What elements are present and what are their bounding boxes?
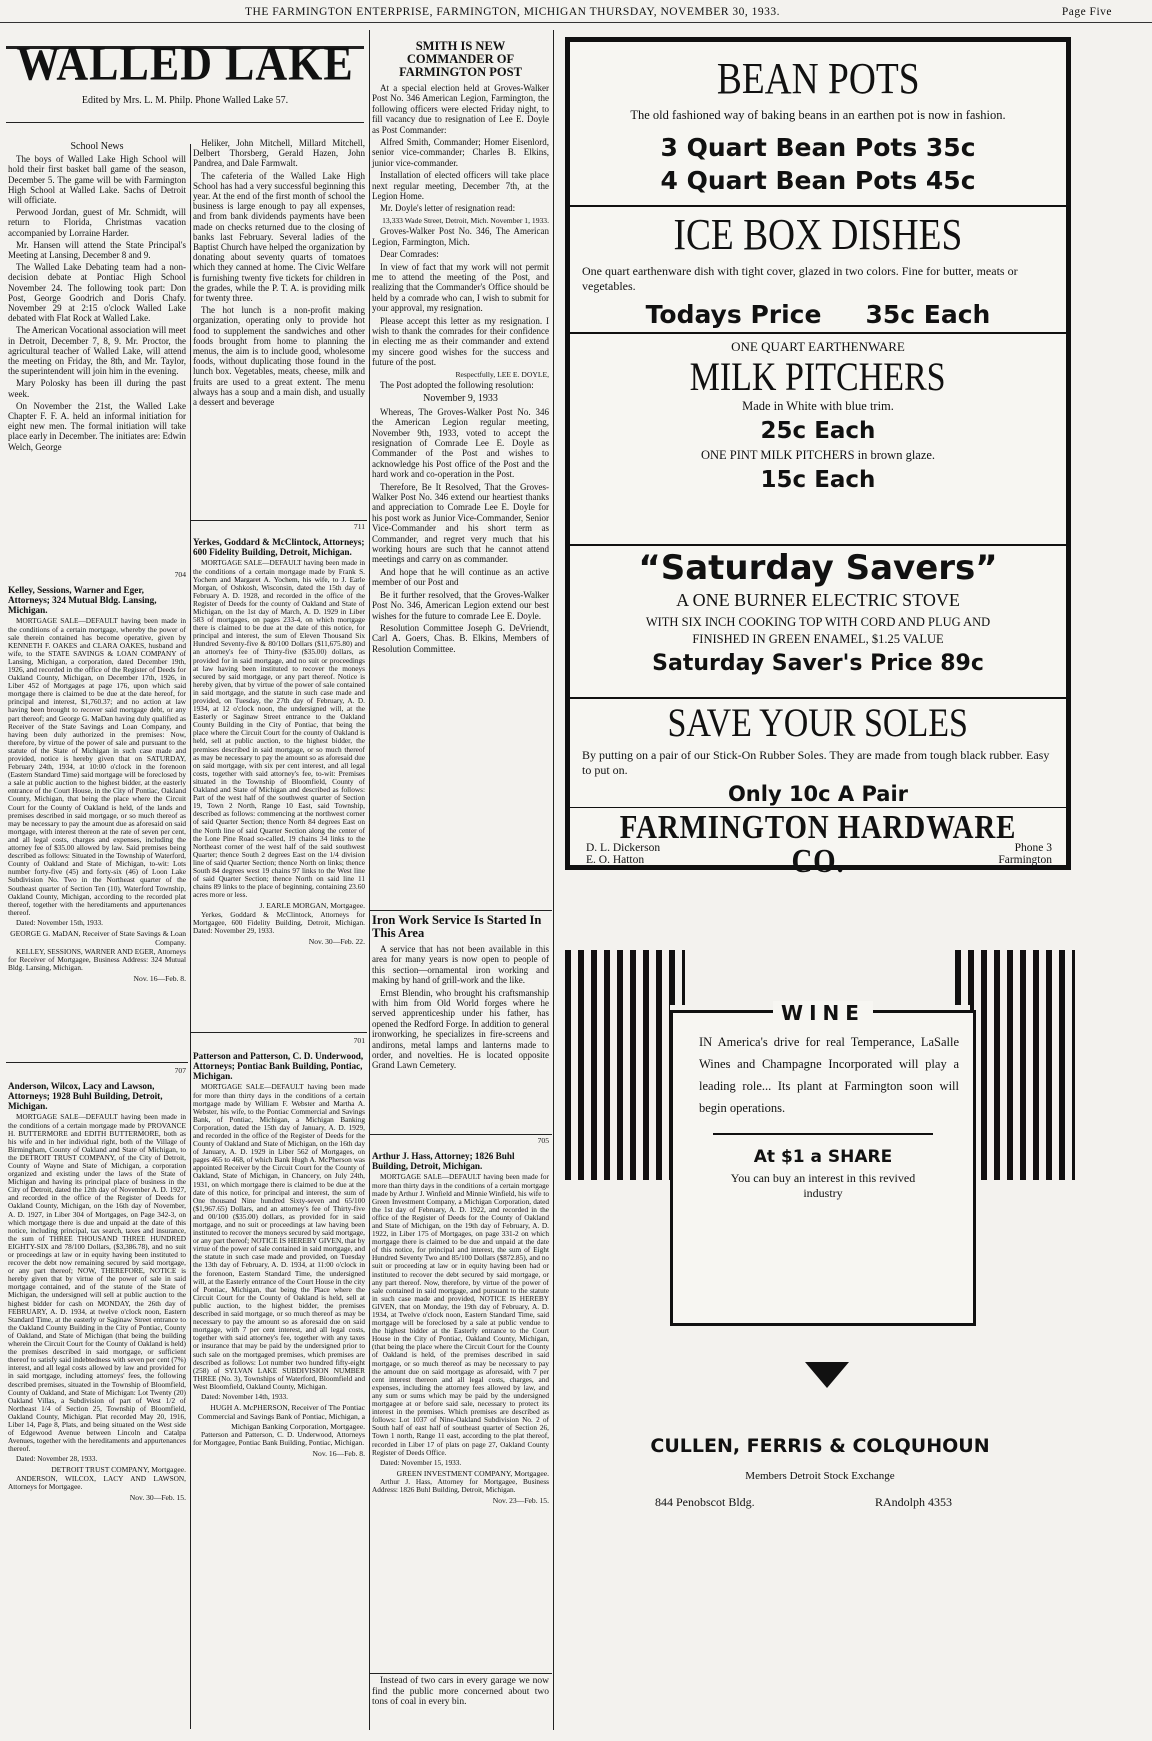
- store-contact: [998, 842, 1052, 866]
- firm-members: Members Detroit Stock Exchange: [745, 1470, 895, 1482]
- ice-box-subtitle: One quart earthenware dish with tight cover, glazed in two colors. Fine for butter, meats or vegetables.: [582, 264, 1018, 293]
- store-town: Farmington: [998, 854, 1052, 866]
- notice-heading: Kelley, Sessions, Warner and Eger, Attorneys; 324 Mutual Bldg. Lansing, Michigan.: [8, 585, 157, 616]
- news-paragraph: Please accept this letter as my resignation. I wish to thank the comrades for their confidence in electing me as their commander and extend my sincere good wishes for the success and future of the post.: [372, 315, 549, 368]
- notice-attorneys: Arthur J. Hass, Attorney for Mortgagee, Business Address: 1826 Buhl Building, Detroit, Michigan.: [372, 1477, 549, 1495]
- milk-pitcher-title: MILK PITCHERS: [690, 354, 946, 399]
- ad-divider: [570, 332, 1066, 334]
- ad-divider: [570, 697, 1066, 699]
- notice-signature: DETROIT TRUST COMPANY, Mortgagee.: [51, 1465, 186, 1475]
- notice-text: MORTGAGE SALE—DEFAULT having been made in the conditions of a certain mortgage made by Frank S. Yochem and Margaret A. Yochem, his wife, to J. Earle Morgan, of Oshkosh, Wisconsin, dated the 15th day of February A. D. 1928, and recorded in the office of the Register of Deeds for the county of Oakland and State of Michigan, on the 1st day of March, A. D. 1929 in Liber 583 of mortgages, on pages 233-4, on which mortgage there is claimed to be due at the date of this notice, for principal and interest, the sum of Eleven Thousand Six Hundred Seventy-five & 80/100 Dollars ($11,675.80) and an attorney's fee of Thirty-five ($35.00) dollars, as provided for in said mortgage, and no suit or proceedings at law having been instituted to recover the moneys secured by said mortgage, or any part thereof. Notice is hereby given, that by virtue of the power of sale contained in said mortgage, and the statute in such case made and provided, on Tuesday, the 27th day of February, A. D. 1934, at 12 o'clock noon, the undersigned will, at the Easterly or Saginaw Street entrance to the Oakland County Building in the City of Pontiac, that being the place where the Circuit Court for the county of Oakland is held, sell at public auction, to the highest bidder, the premises described in said mortgage, or so much thereof as may be necessary to pay the amount so as aforesaid due on said mortgage, with six per cent interest, and all legal costs, together with said attorney's fee, to-wit: Premises situated in the Township of Bloomfield, County of Oakland and State of Michigan and described as follows: Part of the west half of the southwest quarter of Section 19, Town 2 North, Range 10 East, said Township, described as follows: commencing at the northwest corner of said Quarter Section; thence North 84 degrees East on the North line of said Quarter Section along the center of the Lone Pine Road so-called, 19 chains 34 links to the Northeast corner of the west half of the said southwest Quarter; thence South 2 degrees East on the 1/4 division line of said Quarter Section; thence North on links; thence South 84 degrees west 19 chains 97 links to the West line of said Quarter Section; thence North on said line 11 chains 89 links to the place of beginning, containing 23.60 acres more or less.: [193, 558, 365, 900]
- notice-signature: GREEN INVESTMENT COMPANY, Mortgagee.: [396, 1468, 549, 1478]
- notice-dates: Nov. 30—Feb. 15.: [129, 1493, 186, 1503]
- news-paragraph: The cafeteria of the Walled Lake High School has had a very successful beginning this year. At the end of the first month of school the business is large enough to pay all expenses, and from bank dividends payments have been made on checks returned due to the closing of banks last February. Several ladies of the Baptist Church have helped the organization by donating about seventy quarts of tomatoes which they canned at home. The Civic Welfare is furnishing twenty five tickets for children in the grades, while the P. T. A. is providing milk for twenty three.: [193, 170, 365, 304]
- notice-heading: Anderson, Wilcox, Lacy and Lawson, Attorneys; 1928 Buhl Building, Detroit, Michigan.: [8, 1081, 163, 1112]
- school-news-column: [8, 138, 186, 573]
- news-paragraph: Ernst Blendin, who brought his craftsmanship with him from Old World forges where he served apprenticeship under his father, has opened the Redford Forge. In addition to general ironworking, he specializes in fire-screens and andirons, metal lamps and lanterns made to order, and novelties. He is located opposite Grand Lawn Cemetery.: [372, 987, 549, 1071]
- news-paragraph: Heliker, John Mitchell, Millard Mitchell, Delbert Thorsberg, Gerald Hazen, John Pandrea, and Dale Farmwalt.: [193, 138, 365, 169]
- notice-rule: [370, 1134, 552, 1135]
- legal-notice-711: [193, 522, 365, 1030]
- soles-title: SAVE YOUR SOLES: [667, 700, 969, 745]
- notice-heading: Patterson and Patterson, C. D. Underwood, Attorneys; Pontiac Bank Building, Pontiac, Michigan.: [193, 1051, 364, 1082]
- milk-pitcher-section: [570, 339, 1066, 493]
- notice-number: 705: [537, 1136, 549, 1145]
- news-paragraph: Be it further resolved, that the Groves-Walker Post No. 346, American Legion extend our best wishes for the future to comrade Lee E. Doyle.: [372, 589, 549, 621]
- saturday-savers-title: “Saturday Savers”: [638, 548, 998, 588]
- wine-title: WINE: [773, 1001, 873, 1025]
- news-paragraph: The American Vocational association will meet in Detroit, December 7, 8, 9. Mr. Proctor, the agricultural teacher of Walled Lake, will attend the meeting on Friday, the 8th, and Mr. Taylor, the superintendent will join him in the evening.: [8, 325, 186, 377]
- news-paragraph: Groves-Walker Post No. 346, The American Legion, Farmington, Mich.: [372, 226, 549, 247]
- column-rule: [190, 144, 191, 1729]
- bean-pots-section: [570, 56, 1066, 195]
- hardware-ad: [565, 37, 1071, 880]
- notice-dated: Dated: November 28, 1933.: [16, 1454, 98, 1464]
- milk-pitcher-subtitle: Made in White with blue trim.: [742, 399, 894, 413]
- notice-dates: Nov. 30—Feb. 22.: [308, 937, 365, 947]
- notice-attorneys: Patterson and Patterson, C. D. Underwood, Attorneys for Mortgagee, Pontiac Bank Building, Pontiac, Michigan.: [193, 1430, 365, 1448]
- notice-signature: GEORGE G. MaDAN, Receiver of State Savings & Loan Company.: [10, 928, 186, 948]
- ice-box-section: [570, 212, 1066, 329]
- news-paragraph: On November the 21st, the Walled Lake Chapter F. F. A. held an informal initiation for eight new men. The formal initiation will take place early in December. The initiates are: Edwin Welch, George: [8, 400, 186, 452]
- masthead: [6, 36, 364, 106]
- stripe-decoration-left: [565, 950, 685, 1180]
- notice-heading: Yerkes, Goddard & McClintock, Attorneys; 600 Fidelity Building, Detroit, Michigan.: [193, 537, 365, 558]
- ice-box-price: 35c Each: [865, 300, 991, 329]
- notice-text: MORTGAGE SALE—DEFAULT having been made in the conditions of a certain mortgage made by PROVANCE H. BUTTERMORE and EDITH BUTTERMORE, both as his wife and in her individual right, both of the Village of Birmingham, County of Oakland and State of Michigan, to the DETROIT TRUST COMPANY, of the City of Detroit, County of Wayne and State of Michigan, a corporation organized and existing under the laws of the State of Michigan and having its principal place of business in the City of Detroit, dated the 12th day of November A. D. 1927, and recorded in the office of the Register of Deeds for Oakland County, Michigan, on the 16th day of November, A. D. 1927, in Liber 304 of Mortgages, on Page 342-3, on which mortgage there is due and unpaid at the date of this notice, including principal, tax search, taxes and insurance, the sum of THREE THOUSAND THREE HUNDRED EIGHTY-SIX and 78/100 Dollars, ($3,386.78), and no suit or proceedings at law or in equity having been instituted to recover the debt now remaining secured by said mortgage, or any part thereof; NOW, THEREFORE, NOTICE is hereby given that by virtue of the power of sale in said mortgage contained, and of the statute of the State of Michigan, the undersigned will sell at public auction to the highest bidder for cash on MONDAY, the 26th day of FEBRUARY, A. D. 1934, at twelve o'clock noon, Eastern Standard Time, at the easterly or Saginaw Street entrance to the Oakland County Building in the City of Pontiac, County of Oakland, and State of Michigan (that being the building wherein the Circuit Court for the County of Oakland is held) the premises described in said mortgage, or sufficient thereof to satisfy said indebtedness with seven per cent (7%) interest, and all legal costs allowed by law and provided for in said mortgage, including attorneys' fees, the following described premises, situated in the Township of Bloomfield, County of Oakland, and State of Michigan: Lot Twenty (20) Oakland Villas, a Subdivision of part of West 1/2 of Northeast 1/4 of Section 25, Township of Bloomfield, Oakland County, Michigan. Plat recorded May 20, 1916, Liber 14, Page 8, Plats, and being situated on the West side of Edgewood Avenue between Lincoln and Catalpa Avenues, together with the hereditaments and appurtenances thereof.: [8, 1112, 186, 1454]
- news-paragraph: The hot lunch is a non-profit making organization, operating only to provide hot food to supplement the sandwiches and other foods brought from home to planning the menus, the aim is to include good, wholesome foods, without duplicating those found in the lunch box. Vegetables, meats, cheese, milk and fruits are used to a great extent. The menu always has a soup and a main dish, and usually a dessert and beverage: [193, 305, 365, 408]
- ad-divider: [570, 544, 1066, 546]
- column-rule: [553, 30, 554, 1730]
- article-rule: [370, 910, 552, 911]
- notice-rule: [191, 520, 367, 521]
- milk-pitcher-pre: ONE QUART EARTHENWARE: [731, 339, 905, 354]
- bean-pots-price-2: 4 Quart Bean Pots 45c: [660, 166, 976, 195]
- wine-ad: [560, 950, 1080, 1695]
- notice-dates: Nov. 23—Feb. 15.: [492, 1496, 549, 1506]
- milk-pitcher-price-1: 25c Each: [760, 418, 876, 444]
- soles-subtitle: By putting on a pair of our Stick-On Rubber Soles. They are made from tough black rubber. Easy to put on.: [582, 748, 1050, 777]
- news-paragraph: Installation of elected officers will take place next regular meeting, December 7th, at the Legion Home.: [372, 170, 549, 202]
- news-paragraph: Mary Polosky has been ill during the past week.: [8, 378, 186, 399]
- notice-attorneys: KELLEY, SESSIONS, WARNER AND EGER, Attorneys for Receiver of Mortgagee, Business Address: 324 Mutual Bldg. Lansing, Michigan.: [8, 946, 186, 972]
- news-paragraph: The Walled Lake Debating team had a non-decision debate at Pontiac High School November 24. The following took part: Don Post, George Goodrich and Doris Chafy. November 29 at 2:15 o'clock Walled Lake debated with Flat Rock at Walled Lake.: [8, 262, 186, 324]
- smith-headline: SMITH IS NEW COMMANDER OF FARMINGTON POST: [399, 39, 522, 79]
- letter-address: 13,333 Wade Street, Detroit, Mich. November 1, 1933.: [382, 215, 549, 225]
- soles-price: Only 10c A Pair: [727, 782, 909, 806]
- ice-box-price-label: Todays Price: [645, 300, 822, 329]
- news-paragraph: In view of fact that my work will not permit me to attend the meeting of the Post, and realizing that the Commander's Office should be held by a comrade who can, I wish to submit for your approval, my resignation.: [372, 261, 549, 314]
- iron-work-article: [372, 912, 549, 1112]
- triangle-icon: [805, 1362, 849, 1388]
- news-paragraph: Alfred Smith, Commander; Homer Eisenlord, senior vice-commander; Charles B. Elkins, junior vice-commander.: [372, 137, 549, 168]
- masthead-title: WALLED LAKE: [16, 36, 354, 91]
- notice-attorneys: Yerkes, Goddard & McClintock, Attorneys for Mortgagee, 600 Fidelity Building, Detroit, Michigan. Dated: November 29, 1933.: [193, 909, 365, 935]
- store-owners: [586, 842, 660, 866]
- resolution-date: November 9, 1933: [423, 393, 498, 405]
- ad-divider: [570, 205, 1066, 207]
- stove-subtitle-1: WITH SIX INCH COOKING TOP WITH CORD AND PLUG AND: [645, 615, 991, 629]
- filler-rule: [370, 1673, 552, 1674]
- share-subtitle: You can buy an interest in this revived industry: [730, 1171, 916, 1200]
- legion-column: [372, 38, 549, 908]
- news-paragraph: Mr. Doyle's letter of resignation read:: [380, 203, 516, 214]
- notice-dates: Nov. 16—Feb. 8.: [133, 974, 186, 984]
- news-paragraph: A service that has not been available in this area for many years is now open to people of this section—ornamental iron working and making by hand of grill-work and the like.: [372, 944, 549, 986]
- legal-notice-701: [193, 1036, 365, 1731]
- saturday-savers-price: Saturday Saver's Price 89c: [652, 651, 984, 676]
- page-header: [0, 0, 1152, 23]
- news-paragraph: Perwood Jordan, guest of Mr. Schmidt, will return to Florida, Christmas vacation accompanied by Lorraine Harder.: [8, 207, 186, 238]
- wine-title-wrap: [673, 1001, 973, 1025]
- news-paragraph: Dear Comrades:: [380, 249, 439, 260]
- soles-section: [570, 702, 1066, 806]
- milk-pitcher-subtitle-2: ONE PINT MILK PITCHERS in brown glaze.: [700, 448, 936, 462]
- firm-phone: RAndolph 4353: [875, 1495, 953, 1509]
- firm-address: 844 Penobscot Bldg.: [655, 1495, 755, 1509]
- store-phone: Phone 3: [1014, 842, 1052, 854]
- header-title: THE FARMINGTON ENTERPRISE, FARMINGTON, MICHIGAN THURSDAY, NOVEMBER 30, 1933.: [245, 6, 780, 18]
- news-paragraph: Therefore, Be It Resolved, That the Groves-Walker Post No. 346 extend our heartiest thanks and appreciation to Comrade Lee E. Doyle for his post work as Junior Vice-Commander, Senior Vice-Commander and his short term as Commander, and regret very much that his working hours are such that he cannot attend meetings and carry on as commander.: [372, 481, 549, 565]
- bean-pots-subtitle: The old fashioned way of baking beans in an earthen pot is now in fashion.: [630, 108, 1006, 122]
- wine-divider: [713, 1133, 933, 1135]
- notice-number: 711: [353, 522, 365, 531]
- stove-subtitle-2: FINISHED IN GREEN ENAMEL, $1.25 VALUE: [692, 632, 944, 646]
- stove-title: A ONE BURNER ELECTRIC STOVE: [676, 590, 960, 610]
- cafeteria-column: [193, 138, 365, 518]
- filler-item: [372, 1676, 549, 1731]
- owner-1: D. L. Dickerson: [586, 842, 661, 854]
- firm-name: CULLEN, FERRIS & COLQUHOUN: [650, 1435, 990, 1457]
- notice-heading: Arthur J. Hass, Attorney; 1826 Buhl Building, Detroit, Michigan.: [372, 1151, 515, 1172]
- legal-notice-705: [372, 1136, 549, 1671]
- notice-attorneys: ANDERSON, WILCOX, LACY AND LAWSON, Attorneys for Mortgagee.: [8, 1473, 186, 1491]
- notice-signature: HUGH A. McPHERSON, Receiver of The Pontiac Commercial and Savings Bank of Pontiac, Michigan, a Michigan Banking Corporation, Mortgagee.: [197, 1403, 365, 1431]
- wine-text-box: [670, 1001, 976, 1326]
- notice-dates: Nov. 16—Feb. 8.: [312, 1449, 365, 1459]
- column-rule: [369, 30, 370, 1730]
- bean-pots-price-1: 3 Quart Bean Pots 35c: [660, 133, 976, 162]
- legal-notice-707: [8, 1066, 186, 1731]
- news-paragraph: The boys of Walled Lake High School will hold their first basket ball game of the season, December 5. The game will be with Farmington High School at Walled Lake. Sachs of Detroit will officiate.: [8, 154, 186, 206]
- school-news-heading: School News: [70, 141, 124, 152]
- notice-number: 701: [353, 1036, 365, 1045]
- milk-pitcher-price-2: 15c Each: [760, 467, 876, 493]
- notice-rule: [6, 1062, 188, 1063]
- ad-divider: [570, 807, 1066, 808]
- legal-notice-704: [8, 570, 186, 1060]
- notice-rule: [191, 1032, 367, 1033]
- news-paragraph: And hope that he will continue as an active member of our Post and: [372, 566, 549, 588]
- filler-text: Instead of two cars in every garage we now find the public more concerned about two tons of coal in every bin.: [372, 1676, 549, 1707]
- notice-text: MORTGAGE SALE—DEFAULT having been made for more than thirty days in the conditions of a certain mortgage made by Arthur J. Winfield and Minnie Winfield, his wife to Green Investment Company, a Michigan Corporation, dated the 1st day of February, A. D. 1922, and recorded in the office of the Register of Deeds for the County of Oakland and State of Michigan, on the 19th day of February, A. D. 1922, in Liber 175 of Mortgages, on page 331-2 on which mortgage there is claimed to be due and unpaid at the date of this notice, for principal and interest, the sum of Eight Hundred Seventy Two and 85/100 Dollars ($872.85), and no suit or proceeding at law or in equity having been had or instituted to recover the debt secured by said mortgage, or any part thereof. Now, therefore, by virtue of the power of sale contained in said mortgage, and pursuant to the statute in such case made and provided, NOTICE IS HEREBY GIVEN, that on Monday, the 19th day of February, A. D. 1934, at Twelve o'clock noon, Eastern Standard Time, said mortgage will be foreclosed by a sale at public vendue to the highest bidder at the Easterly entrance to the Court House in the City of Pontiac, Oakland County, Michigan, (that being the place where the Circuit Court for the County of Oakland is held, of the premises described in said mortgage, or so much thereof as may be necessary to pay the amount due on said mortgage as aforesaid, with 7 per cent interest thereon and all legal costs, charges, and expenses, including the attorney fees allowed by law, and any sum or sums which may be paid by the undersigned mortgagee at or before said sale, necessary to protect its interest in the premises. Which premises are described as follows: Lot 1037 of Nine-Oakland Subdivision No. 2 of South half of east half of southeast quarter of Section 26, Town 1 north, Range 11 east, according to the plat thereof, recorded in Liber 17 of plats on page 27, Oakland County Register of Deeds Office.: [372, 1172, 549, 1457]
- notice-signature: J. EARLE MORGAN, Mortgagee.: [259, 901, 365, 911]
- ice-box-title: ICE BOX DISHES: [673, 210, 963, 259]
- owner-2: E. O. Hatton: [586, 854, 645, 866]
- iron-headline: Iron Work Service Is Started In This Area: [372, 913, 542, 940]
- notice-number: 704: [174, 570, 186, 579]
- bean-pots-title: BEAN POTS: [716, 54, 920, 103]
- saturday-savers-section: [570, 548, 1066, 676]
- store-name: FARMINGTON HARDWARE CO.: [619, 809, 1017, 880]
- notice-dated: Dated: November 15, 1933.: [380, 1457, 462, 1467]
- news-paragraph: Mr. Hansen will attend the State Principal's Meeting at Lansing, December 8 and 9.: [8, 239, 186, 261]
- news-paragraph: The Post adopted the following resolution:: [380, 379, 534, 390]
- news-paragraph: At a special election held at Groves-Walker Post No. 346 American Legion, Farmington, the following officers were elected Friday night, to fill vacancy due to resignation of Lee E. Doyle as Post Commander:: [372, 83, 549, 135]
- news-paragraph: Whereas, The Groves-Walker Post No. 346 the American Legion regular meeting, November 9th, 1933, voted to accept the resignation of Comrade Lee E. Doyle as Commander of the Post and wishes to acknowledge his Post office of the Post and the hard work and co-operation in the Post.: [372, 406, 549, 480]
- wine-body: IN America's drive for real Temperance, LaSalle Wines and Champagne Incorporated will play a leading role... Its plant at Farmington soon will begin operations.: [699, 1035, 959, 1115]
- masthead-editor: Edited by Mrs. L. M. Philp. Phone Walled Lake 57.: [81, 95, 289, 106]
- notice-number: 707: [174, 1066, 186, 1075]
- letter-signature: Respectfully, LEE E. DOYLE,: [455, 369, 549, 379]
- notice-dated: Dated: November 14th, 1933.: [201, 1391, 288, 1401]
- news-paragraph: Resolution Committee Joseph G. DeVriendt, Carl A. Goers, Chas. B. Elkins, Members of Resolution Committee.: [372, 622, 549, 654]
- notice-dated: Dated: November 15th, 1933.: [16, 917, 103, 927]
- notice-text: MORTGAGE SALE—DEFAULT having been made for more than thirty days in the conditions of a certain mortgage made by William F. Webster and Martha A. Webster, his wife, to the Pontiac Commercial and Savings Bank, of Pontiac, Michigan, a Michigan Banking Corporation, dated the 15th day of January, A. D. 1929, and recorded in the office of the Register of Deeds for the County of Oakland and State of Michigan, on the 16th day of January, A. D. 1929 in Liber 562 of Mortgages, on pages 465 to 468, of which Bank Hugh A. McPherson was appointed Receiver by the Circuit Court for the County of Oakland, State of Michigan, in Chancery, on July 24th, 1931, on which mortgage there is claimed to be due at the date of this notice, for principal and interest, the sum of One thousand Nine hundred Sixty-seven and 65/100 ($1,967.65) Dollars, and an attorney's fee of Thirty-five and 00/100 ($35.00) dollars, as provided for in said mortgage, and no suit or proceedings at law having been instituted to recover the moneys secured by said mortgage, or any part thereof; NOTICE IS HEREBY GIVEN, that by virtue of the power of sale contained in said mortgage, and the statute in such case made and provided, on Tuesday the 13th day of February, A. D. 1934, at 11:00 o'clock in the forenoon, Eastern Standard Time, the undersigned will, at the Easterly entrance of the Court House in the city of Pontiac, Michigan, that being the Place where the Circuit Court for the County of Oakland is held, sell at public auction, to the highest bidder, the premises described in said mortgage, or so much thereof as may be necessary to pay the amount so as aforesaid due on said mortgage, with 7 per cent interest, and all legal costs, together with said attorney's fee, together with any taxes or insurance that may be paid by the undersigned prior to such sale on the mortgaged premises, which premises are described as follows: Lot number two hundred fifty-eight (258) of SYLVAN LAKE SUBDIVISION NUMBER THREE (No. 3), Townships of Waterford, Bloomfield and West Bloomfield, Oakland County, Michigan.: [193, 1082, 365, 1391]
- notice-text: MORTGAGE SALE—DEFAULT having been made in the conditions of a certain mortgage, whereby the power of sale therein contained has become operative, given by KENNETH F. OAKES and CLARA OAKES, husband and wife, to the STATE SAVINGS & LOAN COMPANY of Lansing, Michigan, a corporation, dated December 19th, 1926, and recorded in the office of the Register of Deeds for Oakland County, Michigan, on December 17th, 1926, in Liber 452 of Mortgages at page 176, upon which said mortgage there is claimed to be due at the date hereof, for principal and interest, $1,760.37; and no action at law having been brought to recover said mortgage debt, or any part thereof; and George G. MaDan having duly qualified as Receiver of the State Savings and Loan Company, and having been duly authorized in the premises: Now, therefore, by virtue of the power of sale and pursuant to the statute of the State of Michigan in such case made and provided, notice is hereby given that on SATURDAY, February 24th, 1934, at 10:00 o'clock in the forenoon (Eastern Standard Time) said mortgage will be foreclosed by a sale at public auction to the highest bidder, at the easterly entrance of the Court House, in the City of Pontiac, Oakland County, Michigan, that being the place where the Circuit Court for the County of Oakland is held, of the lands and premises described in said mortgage, or so much thereof as may be necessary to pay the amount due as aforesaid on said mortgage, with interest thereon at the rate of seven per cent, and all legal costs, charges and expenses, including the attorney fee of $35.00 allowed by law. Said premises being described as follows: Situated in the Township of Waterford, County of Oakland and State of Michigan, to-wit: Lots number forty-five (45) and forty-six (46) of Loon Lake Subdivision No. Two in the Northeast quarter of the Southeast quarter of Section Ten (10), Waterford Township, Oakland County, Michigan, according to the recorded plat thereof, together with the hereditaments and appurtenances thereof.: [8, 616, 186, 917]
- page-number: Page Five: [1061, 6, 1112, 18]
- share-heading: At $1 a SHARE: [753, 1147, 893, 1167]
